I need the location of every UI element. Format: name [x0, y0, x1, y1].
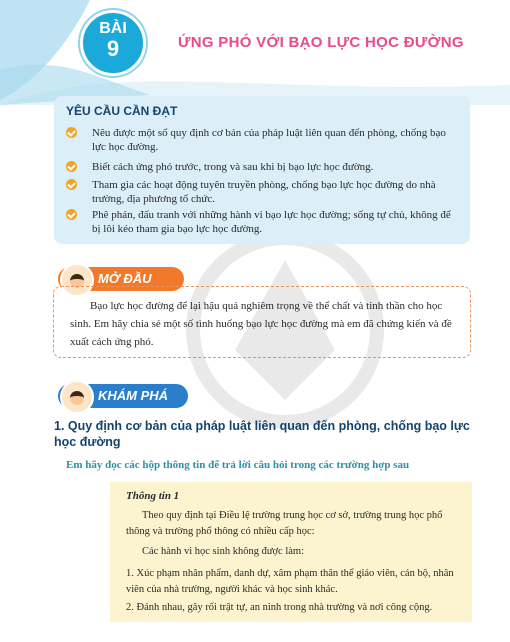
- requirement-item: Biết cách ứng phó trước, trong và sau khi bị bạo lực học đường.: [66, 160, 461, 174]
- requirement-item: Nêu được một số quy định cơ bản của pháp luật liên quan đến phòng, chống bạo lực học đường.: [66, 126, 461, 154]
- lesson-badge-word: BÀI: [99, 20, 127, 37]
- explore-section-label: KHÁM PHÁ: [58, 384, 188, 408]
- student-avatar-icon: [60, 380, 94, 414]
- info-box-title: Thông tin 1: [126, 490, 180, 502]
- check-icon: [66, 127, 77, 138]
- info-paragraph: 1. Xúc phạm nhân phẩm, danh dự, xâm phạm thân thể giáo viên, cán bộ, nhân viên của nhà trường, người khác và học sinh khác.: [126, 568, 454, 595]
- info-paragraph: 2. Đánh nhau, gây rối trật tự, an ninh trong nhà trường và nơi công cộng.: [126, 602, 433, 613]
- question-prompt: Em hãy đọc các hộp thông tin để trả lời câu hỏi trong các trường hợp sau: [66, 459, 410, 471]
- lesson-badge: [80, 10, 146, 76]
- section-heading: 1. Quy định cơ bản của pháp luật liên quan đến phòng, chống bạo lực học đường: [54, 419, 470, 449]
- info-paragraph: Theo quy định tại Điều lệ trường trung học cơ sở, trường trung học phổ thông và trường phổ thông có nhiều cấp học:: [126, 510, 443, 537]
- check-icon: [66, 209, 77, 220]
- intro-section-label: MỞ ĐẦU: [58, 267, 184, 291]
- intro-box: [53, 286, 471, 358]
- info-paragraph: Các hành vi học sinh không được làm:: [142, 546, 305, 557]
- info-box: [110, 482, 472, 622]
- lesson-title: ỨNG PHÓ VỚI BẠO LỰC HỌC ĐƯỜNG: [178, 34, 464, 51]
- check-icon: [66, 179, 77, 190]
- requirements-box: [54, 96, 470, 244]
- header-background: [0, 0, 510, 105]
- lesson-badge-number: 9: [106, 36, 120, 61]
- check-icon: [66, 161, 77, 172]
- requirements-title: YÊU CẦU CẦN ĐẠT: [66, 104, 178, 118]
- requirement-item: Tham gia các hoạt động tuyên truyền phòng, chống bạo lực học đường do nhà trường, địa phương tổ chức.: [66, 178, 461, 206]
- intro-text: Bạo lực học đường để lại hậu quả nghiêm trọng về thể chất và tinh thần cho học sinh. Em hãy chia sẻ một số tình huống bạo lực học đường mà em đã chứng kiến và đề xuất cách ứng phó.: [70, 300, 452, 348]
- requirement-item: Phê phán, đấu tranh với những hành vi bạo lực học đường; sống tự chủ, không để bị lôi kéo tham gia bạo lực học đường.: [66, 208, 461, 236]
